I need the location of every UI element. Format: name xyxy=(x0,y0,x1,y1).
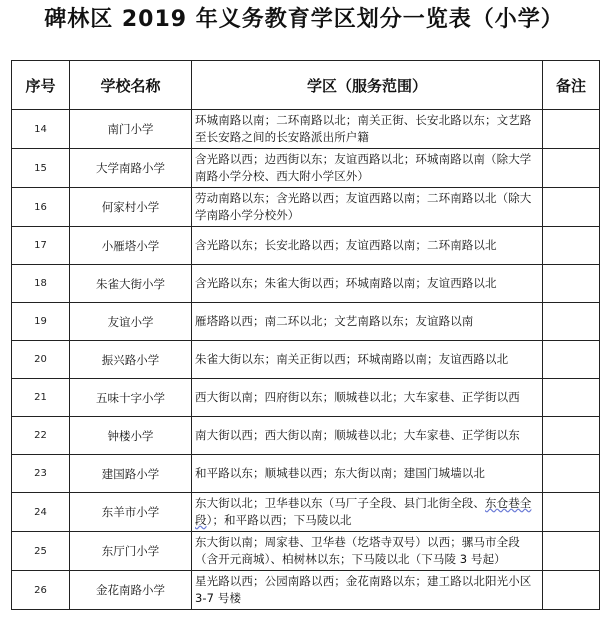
school-district-table xyxy=(11,60,600,610)
table-row xyxy=(12,303,600,341)
table-row xyxy=(12,417,600,455)
page-title: 碑林区 2019 年义务教育学区划分一览表（小学） xyxy=(44,7,564,32)
row-number: 18 xyxy=(12,265,70,303)
district-area-part-a: 东大街以北；卫华巷以东（马厂子全段、县门北街全段、 xyxy=(195,496,485,510)
district-area-part-b: ）；和平路以西；下马陵以北 xyxy=(206,513,352,527)
school-name: 东厅门小学 xyxy=(70,532,192,571)
row-number: 16 xyxy=(12,188,70,227)
district-area: 东大街以南；周家巷、卫华巷（圪塔寺双号）以西；骡马市全段（含开元商城）、柏树林以东；下马陵以北（下马陵 3 号起） xyxy=(192,532,543,571)
school-name: 大学南路小学 xyxy=(70,149,192,188)
school-name: 东羊市小学 xyxy=(70,493,192,532)
note-cell xyxy=(543,188,600,227)
district-area: 含光路以东；朱雀大街以西；环城南路以南；友谊西路以北 xyxy=(192,265,543,303)
note-cell xyxy=(543,571,600,610)
school-name: 金花南路小学 xyxy=(70,571,192,610)
note-cell xyxy=(543,417,600,455)
table-row xyxy=(12,532,600,571)
note-cell xyxy=(543,379,600,417)
note-cell xyxy=(543,341,600,379)
district-area: 西大街以南；四府街以东；顺城巷以北；大车家巷、正学街以西 xyxy=(192,379,543,417)
header-no: 序号 xyxy=(12,61,70,110)
note-cell xyxy=(543,493,600,532)
note-cell xyxy=(543,455,600,493)
school-name: 建国路小学 xyxy=(70,455,192,493)
row-number: 23 xyxy=(12,455,70,493)
table-header-row xyxy=(12,61,600,110)
school-name: 何家村小学 xyxy=(70,188,192,227)
district-area: 南大街以西；西大街以南；顺城巷以北；大车家巷、正学街以东 xyxy=(192,417,543,455)
table-row xyxy=(12,227,600,265)
district-area: 劳动南路以东；含光路以西；友谊西路以南；二环南路以北（除大学南路小学分校外） xyxy=(192,188,543,227)
table-row xyxy=(12,110,600,149)
table-row xyxy=(12,493,600,532)
school-name: 朱雀大街小学 xyxy=(70,265,192,303)
note-cell xyxy=(543,532,600,571)
district-area: 雁塔路以西；南二环以北；文艺南路以东；友谊路以南 xyxy=(192,303,543,341)
note-cell xyxy=(543,227,600,265)
row-number: 25 xyxy=(12,532,70,571)
table-row xyxy=(12,265,600,303)
district-area: 星光路以西；公园南路以西；金花南路以东；建工路以北阳光小区 3-7 号楼 xyxy=(192,571,543,610)
header-area: 学区（服务范围） xyxy=(192,61,543,110)
row-number: 14 xyxy=(12,110,70,149)
note-cell xyxy=(543,149,600,188)
header-school: 学校名称 xyxy=(70,61,192,110)
table-row xyxy=(12,188,600,227)
note-cell xyxy=(543,265,600,303)
school-name: 钟楼小学 xyxy=(70,417,192,455)
row-number: 22 xyxy=(12,417,70,455)
school-name: 五味十字小学 xyxy=(70,379,192,417)
school-name: 南门小学 xyxy=(70,110,192,149)
district-area: 含光路以西；边西街以东；友谊西路以北；环城南路以南（除大学南路小学分校、西大附小学区外） xyxy=(192,149,543,188)
district-area-underlined: 东仓巷全段 xyxy=(195,496,532,527)
note-cell xyxy=(543,110,600,149)
table-row xyxy=(12,455,600,493)
header-note: 备注 xyxy=(543,61,600,110)
row-number: 15 xyxy=(12,149,70,188)
district-area xyxy=(192,493,543,532)
school-name: 小雁塔小学 xyxy=(70,227,192,265)
row-number: 26 xyxy=(12,571,70,610)
table-row xyxy=(12,149,600,188)
school-name: 振兴路小学 xyxy=(70,341,192,379)
note-cell xyxy=(543,303,600,341)
table-row xyxy=(12,341,600,379)
table-row xyxy=(12,571,600,610)
row-number: 20 xyxy=(12,341,70,379)
district-area: 朱雀大街以东；南关正街以西；环城南路以南；友谊西路以北 xyxy=(192,341,543,379)
row-number: 17 xyxy=(12,227,70,265)
school-name: 友谊小学 xyxy=(70,303,192,341)
row-number: 24 xyxy=(12,493,70,532)
district-area: 和平路以东；顺城巷以西；东大街以南；建国门城墙以北 xyxy=(192,455,543,493)
district-area: 含光路以东；长安北路以西；友谊西路以南；二环南路以北 xyxy=(192,227,543,265)
row-number: 19 xyxy=(12,303,70,341)
district-area: 环城南路以南；二环南路以北；南关正街、长安北路以东；文艺路至长安路之间的长安路派出所户籍 xyxy=(192,110,543,149)
table-row xyxy=(12,379,600,417)
row-number: 21 xyxy=(12,379,70,417)
